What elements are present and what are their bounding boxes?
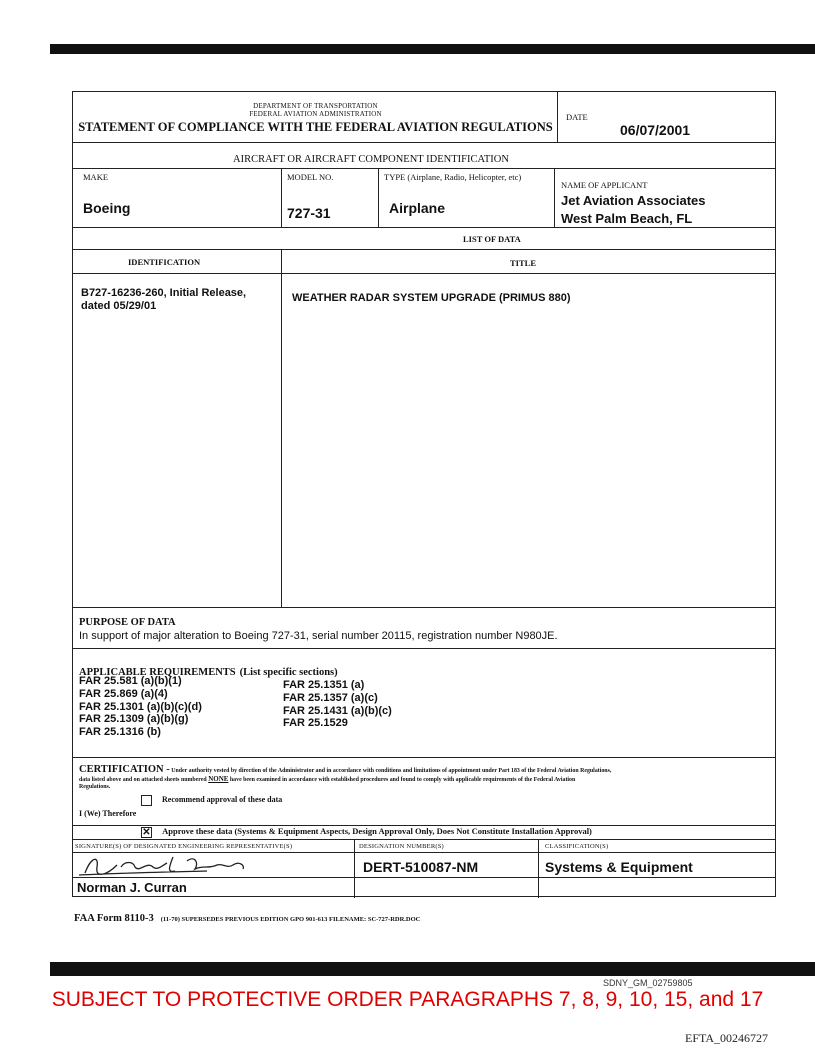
requirement-item: FAR 25.1351 (a) bbox=[283, 679, 365, 691]
model-value: 727-31 bbox=[287, 205, 331, 221]
classification-cell bbox=[539, 853, 775, 898]
signature-value-row bbox=[73, 853, 775, 898]
signature-header-row bbox=[73, 840, 775, 853]
identification-header: IDENTIFICATION bbox=[128, 257, 201, 267]
agency-text: FEDERAL AVIATION ADMINISTRATION bbox=[249, 110, 382, 118]
scan-bar-top bbox=[50, 44, 815, 54]
make-cell bbox=[73, 169, 282, 227]
certification-text-2b: have been examined in accordance with established procedures and found to comply with applicable requirements of the Federal Aviation bbox=[229, 776, 576, 783]
designation-value: DERT-510087-NM bbox=[363, 859, 479, 875]
protective-order-banner: SUBJECT TO PROTECTIVE ORDER PARAGRAPHS 7, 8, 9, 10, 15, and 17 bbox=[51, 988, 764, 1011]
identification-row bbox=[73, 168, 775, 228]
signature-cell bbox=[73, 853, 355, 898]
designation-label: DESIGNATION NUMBER(S) bbox=[359, 843, 444, 850]
requirement-item: FAR 25.869 (a)(4) bbox=[79, 687, 168, 700]
purpose-label: PURPOSE OF DATA bbox=[79, 617, 176, 628]
identification-title-row bbox=[73, 143, 775, 168]
requirement-item: FAR 25.1316 (b) bbox=[79, 726, 161, 739]
signature-image bbox=[77, 853, 267, 877]
date-value: 06/07/2001 bbox=[620, 122, 691, 138]
scan-bar-bottom bbox=[50, 962, 815, 976]
title-header-cell bbox=[282, 250, 775, 273]
classification-label: CLASSIFICATION(S) bbox=[545, 843, 609, 850]
approve-label: Approve these data (Systems & Equipment Aspects, Design Approval Only, Does Not Constitute Installation Approval) bbox=[162, 826, 592, 836]
we-therefore: I (We) Therefore bbox=[79, 809, 137, 818]
make-label: MAKE bbox=[83, 172, 109, 182]
form-title: STATEMENT OF COMPLIANCE WITH THE FEDERAL AVIATION REGULATIONS bbox=[78, 120, 553, 134]
bates-number: SDNY_GM_02759805 bbox=[603, 978, 693, 988]
applicant-cell bbox=[555, 169, 775, 227]
requirements-left-column bbox=[79, 675, 202, 739]
requirements-label: APPLICABLE REQUIREMENTS bbox=[79, 667, 236, 678]
recommend-option bbox=[141, 795, 282, 806]
certification-paragraph bbox=[79, 766, 769, 792]
signer-divider bbox=[73, 877, 355, 878]
identification-body-cell bbox=[73, 274, 282, 607]
applicant-city: West Palm Beach, FL bbox=[561, 211, 693, 226]
sig-label-cell bbox=[73, 840, 355, 852]
title-header: TITLE bbox=[510, 258, 536, 268]
purpose-row bbox=[73, 608, 775, 649]
faa-form-8110-3 bbox=[72, 91, 776, 897]
designation-cell bbox=[355, 853, 539, 898]
requirement-item: FAR 25.1357 (a)(c) bbox=[283, 691, 378, 704]
title-value: WEATHER RADAR SYSTEM UPGRADE (PRIMUS 880) bbox=[292, 292, 571, 304]
list-spacer bbox=[73, 228, 282, 249]
applicant-label: NAME OF APPLICANT bbox=[561, 180, 648, 190]
list-of-data-row bbox=[73, 228, 775, 250]
requirements-note: (List specific sections) bbox=[239, 667, 338, 678]
department-text: DEPARTMENT OF TRANSPORTATION bbox=[253, 102, 378, 110]
applicant-name: Jet Aviation Associates bbox=[561, 193, 706, 208]
efta-number: EFTA_00246727 bbox=[685, 1031, 769, 1045]
purpose-text: In support of major alteration to Boeing 727-31, serial number 20115, registration number N980JE. bbox=[79, 630, 558, 642]
type-cell bbox=[379, 169, 555, 227]
identification-line-1: B727-16236-260, Initial Release, bbox=[81, 287, 247, 299]
date-label: DATE bbox=[566, 112, 588, 122]
requirements-row bbox=[73, 649, 775, 758]
form-footer bbox=[74, 908, 420, 926]
requirement-item: FAR 25.1529 bbox=[283, 717, 348, 730]
model-label: MODEL NO. bbox=[287, 172, 334, 182]
date-cell bbox=[558, 92, 775, 142]
identification-line-2: dated 05/29/01 bbox=[81, 300, 157, 312]
classification-divider bbox=[539, 877, 775, 878]
list-header-row bbox=[73, 250, 775, 274]
title-row bbox=[73, 92, 775, 143]
requirement-item: FAR 25.1431 (a)(b)(c) bbox=[283, 704, 392, 717]
list-of-data-title: LIST OF DATA bbox=[463, 234, 521, 244]
form-name: FAA Form 8110-3 bbox=[74, 913, 154, 924]
make-value: Boeing bbox=[83, 200, 131, 216]
type-label: TYPE (Airplane, Radio, Helicopter, etc) bbox=[384, 172, 522, 182]
recommend-label: Recommend approval of these data bbox=[162, 795, 283, 805]
model-cell bbox=[282, 169, 379, 227]
requirements-right-column bbox=[283, 679, 392, 730]
certification-text-2a: data listed above and on attached sheets numbered bbox=[79, 776, 207, 783]
approve-row bbox=[73, 826, 775, 840]
list-body-row bbox=[73, 274, 775, 608]
signer-name: Norman J. Curran bbox=[77, 880, 187, 895]
designation-divider bbox=[355, 877, 539, 878]
signature-label: SIGNATURE(S) OF DESIGNATED ENGINEERING REPRESENTATIVE(S) bbox=[75, 843, 293, 850]
title-cell bbox=[73, 92, 558, 142]
type-value: Airplane bbox=[389, 200, 446, 216]
requirement-item: FAR 25.1309 (a)(b)(g) bbox=[79, 713, 189, 726]
requirement-item: FAR 25.1301 (a)(b)(c)(d) bbox=[79, 700, 202, 713]
classification-value: Systems & Equipment bbox=[545, 859, 693, 875]
requirement-item: FAR 25.581 (a)(b)(1) bbox=[79, 675, 182, 687]
title-body-cell bbox=[282, 274, 775, 607]
form-details: (11-70) SUPERSEDES PREVIOUS EDITION GPO 901-613 FILENAME: SC-727-RDR.DOC bbox=[160, 916, 421, 923]
identification-section-title: AIRCRAFT OR AIRCRAFT COMPONENT IDENTIFICATION bbox=[233, 154, 509, 165]
approve-checkbox[interactable]: ✕ bbox=[142, 826, 151, 838]
identification-header-cell bbox=[73, 250, 282, 273]
certification-text-1: Under authority vested by direction of the Administrator and in accordance with conditions and limitations of appointment under Part 183 of the Federal Aviation Regulations, bbox=[171, 768, 612, 774]
sheets-value: NONE bbox=[208, 774, 229, 783]
classification-label-cell bbox=[539, 840, 775, 852]
recommend-checkbox[interactable] bbox=[141, 795, 152, 806]
approve-option bbox=[141, 826, 592, 838]
certification-label: CERTIFICATION - bbox=[79, 764, 170, 775]
certification-row bbox=[73, 758, 775, 826]
designation-label-cell bbox=[355, 840, 539, 852]
certification-text-3: Regulations. bbox=[79, 784, 111, 790]
